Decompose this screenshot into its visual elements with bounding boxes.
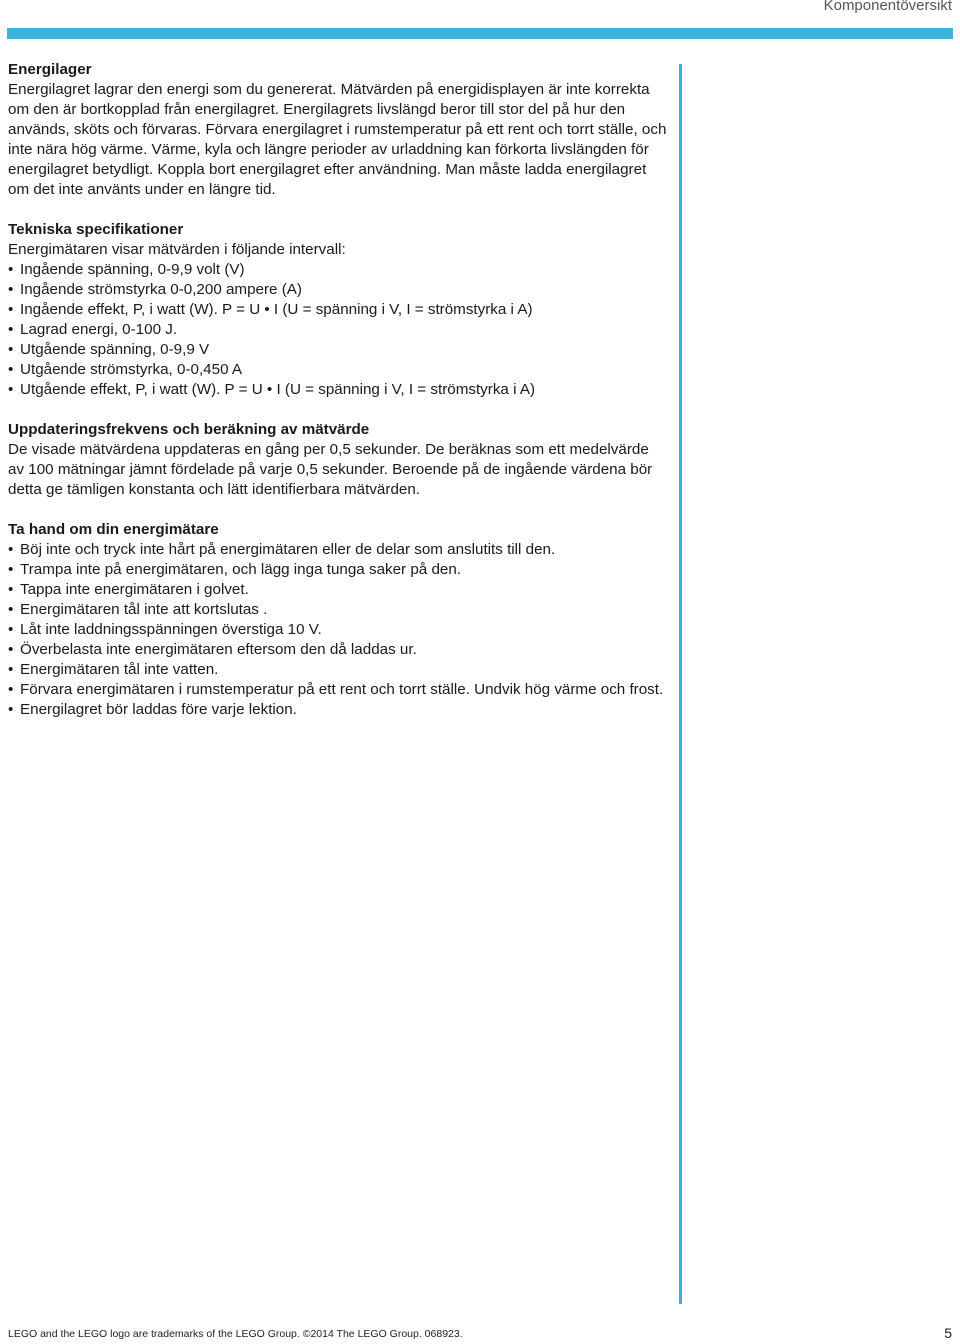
section-update-rate: [8, 420, 668, 500]
list-item: • Utgående spänning, 0-9,9 V: [8, 340, 668, 360]
list-item: • Trampa inte på energimätaren, och lägg inga tunga saker på den.: [8, 560, 668, 580]
page-header-title: Komponentöversikt: [823, 0, 952, 14]
list-item: • Energilagret bör laddas före varje lektion.: [8, 700, 668, 720]
section-heading-technical-specs: Tekniska specifikationer: [8, 221, 184, 238]
footer-legal-text: LEGO and the LEGO logo are trademarks of the LEGO Group. ©2014 The LEGO Group. 068923.: [8, 1328, 463, 1340]
section-body-energy-storage: Energilagret lagrar den energi som du genererat. Mätvärden på energidisplayen är inte korrekta om den är bortkopplad från energilagret. Energilagrets livslängd beror till stor del på hur den används, sköts och förvaras. Förvara energilagret i rumstemperatur på ett rent och torrt ställe, och inte nära hög värme. Värme, kyla och längre perioder av urladdning kan förkorta livslängden för energilagret betydligt. Koppla bort energilagret efter användning. Man måste ladda energilagret om det inte använts under en längre tid.: [8, 81, 667, 198]
list-item: • Ingående spänning, 0-9,9 volt (V): [8, 260, 668, 280]
list-item: • Överbelasta inte energimätaren eftersom den då laddas ur.: [8, 640, 668, 660]
list-item: • Utgående effekt, P, i watt (W). P = U • I (U = spänning i V, I = strömstyrka i A): [8, 380, 668, 400]
section-body-update-rate: De visade mätvärdena uppdateras en gång per 0,5 sekunder. De beräknas som ett medelvärde av 100 mätningar jämnt fördelade på varje 0,5 sekunder. Beroende på de ingående värdena bör detta ge tämligen konstanta och lätt identifierbara mätvärden.: [8, 441, 653, 498]
list-item: • Lagrad energi, 0-100 J.: [8, 320, 668, 340]
section-heading-care: Ta hand om din energimätare: [8, 521, 219, 538]
list-item: • Förvara energimätaren i rumstemperatur på ett rent och torrt ställe. Undvik hög värme och frost.: [8, 680, 668, 700]
section-heading-energy-storage: Energilager: [8, 61, 92, 78]
section-technical-specs: [8, 220, 668, 400]
section-heading-update-rate: Uppdateringsfrekvens och beräkning av mätvärde: [8, 421, 370, 438]
list-item: • Låt inte laddningsspänningen överstiga 10 V.: [8, 620, 668, 640]
main-content: [8, 60, 668, 740]
header-accent-bar: [7, 28, 953, 39]
list-item: • Energimätaren tål inte vatten.: [8, 660, 668, 680]
section-energy-storage: [8, 60, 668, 200]
care-list: [8, 540, 668, 720]
specs-intro: Energimätaren visar mätvärden i följande intervall:: [8, 241, 346, 258]
list-item: • Energimätaren tål inte att kortslutas .: [8, 600, 668, 620]
section-care: [8, 520, 668, 720]
specs-list: [8, 260, 668, 400]
list-item: • Utgående strömstyrka, 0-0,450 A: [8, 360, 668, 380]
list-item: • Tappa inte energimätaren i golvet.: [8, 580, 668, 600]
list-item: • Ingående effekt, P, i watt (W). P = U • I (U = spänning i V, I = strömstyrka i A): [8, 300, 668, 320]
list-item: • Ingående strömstyrka 0-0,200 ampere (A): [8, 280, 668, 300]
column-divider: [679, 64, 682, 1304]
list-item: • Böj inte och tryck inte hårt på energimätaren eller de delar som anslutits till den.: [8, 540, 668, 560]
page-number: 5: [944, 1325, 952, 1341]
